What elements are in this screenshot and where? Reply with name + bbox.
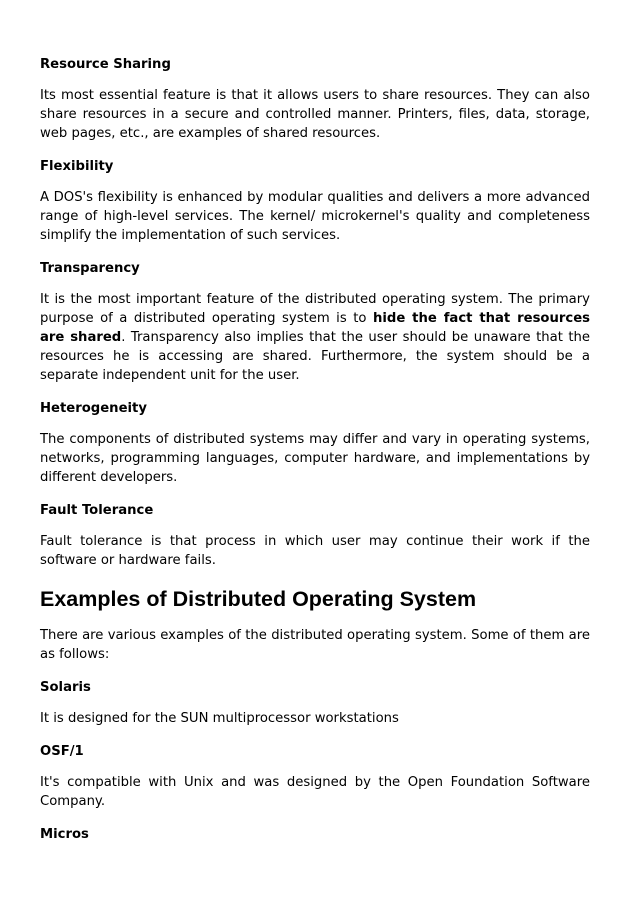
example-osf1 — [40, 743, 590, 811]
paragraph-text: It is the most important feature of the distributed operating system. The primary purpose of a distributed operating system is to — [40, 292, 590, 326]
section-heading: Resource Sharing — [40, 57, 171, 72]
examples-title: Examples of Distributed Operating System — [40, 587, 477, 611]
section-transparency — [40, 260, 590, 385]
example-heading: Micros — [40, 827, 89, 842]
example-paragraph: It is designed for the SUN multiprocessor workstations — [40, 711, 399, 726]
section-heading: Heterogeneity — [40, 401, 147, 416]
section-paragraph — [40, 290, 590, 385]
example-paragraph: It's compatible with Unix and was designed by the Open Foundation Software Company. — [40, 775, 590, 809]
examples-intro: There are various examples of the distributed operating system. Some of them are as follows: — [40, 628, 590, 662]
section-heterogeneity — [40, 400, 590, 487]
example-heading: OSF/1 — [40, 744, 84, 759]
section-heading: Fault Tolerance — [40, 503, 154, 518]
section-paragraph: The components of distributed systems may differ and vary in operating systems, networks, programming languages, computer hardware, and implementations by different developers. — [40, 432, 590, 485]
example-heading: Solaris — [40, 680, 91, 695]
paragraph-text: . Transparency also implies that the user should be unaware that the resources he is accessing are shared. Furthermore, the system should be a separate independent unit for the user. — [40, 330, 590, 383]
section-paragraph: Its most essential feature is that it allows users to share resources. They can also share resources in a secure and controlled manner. Printers, files, data, storage, web pages, etc., are examples of shared resources. — [40, 88, 590, 141]
bold-emphasis: hide the fact that resources are shared — [40, 311, 590, 345]
section-paragraph: A DOS's flexibility is enhanced by modular qualities and delivers a more advanced range of high-level services. The kernel/ microkernel's quality and completeness simplify the implementation of such services. — [40, 190, 590, 243]
example-micros — [40, 826, 590, 844]
section-resource-sharing — [40, 56, 590, 143]
section-fault-tolerance — [40, 502, 590, 570]
section-heading: Transparency — [40, 261, 140, 276]
example-solaris — [40, 679, 590, 728]
section-flexibility — [40, 158, 590, 245]
section-paragraph: Fault tolerance is that process in which user may continue their work if the software or hardware fails. — [40, 534, 590, 568]
section-heading: Flexibility — [40, 159, 114, 174]
